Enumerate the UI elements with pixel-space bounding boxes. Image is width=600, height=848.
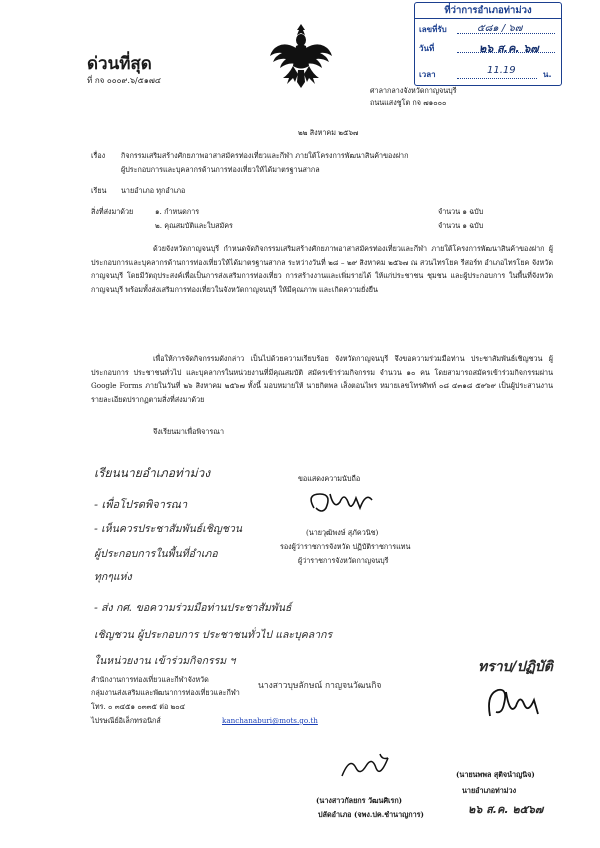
receiving-stamp bbox=[414, 2, 562, 86]
document-date: ๒๒ สิงหาคม ๒๕๖๗ bbox=[298, 128, 359, 137]
stamp-time-label: เวลา bbox=[419, 70, 436, 79]
footer-phone: โทร. ๐ ๓๔๕๑ ๐๓๓๕ ต่อ ๒๐๔ bbox=[91, 702, 186, 711]
governor-signature bbox=[296, 486, 386, 522]
stamp-receipt-value: ๕๘๑ / ๖๗ bbox=[477, 23, 523, 34]
assistant-title: ปลัดอำเภอ (จพง.ปค.ชำนาญการ) bbox=[318, 810, 424, 819]
stamp-date-label: วันที่ bbox=[419, 44, 435, 53]
assistant-name: (นางสาวกัลยกร วัฒนศิเรก) bbox=[316, 796, 403, 805]
stamp-title: ที่ว่าการอำเภอท่าม่วง bbox=[415, 3, 561, 19]
handwritten-note-line: - เพื่อโปรดพิจารณา bbox=[94, 498, 188, 511]
attachments-label: สิ่งที่ส่งมาด้วย bbox=[91, 207, 134, 216]
handwritten-note-line: ในหน่วยงาน เข้าร่วมกิจกรรม ฯ bbox=[94, 655, 236, 667]
footer-office-line1: สำนักงานการท่องเที่ยวและกีฬาจังหวัด bbox=[91, 675, 209, 684]
document-number: ที่ กจ ๐๐๐๙.๖/๕๑๗๔ bbox=[87, 76, 161, 85]
stamp-date-value: ๒๖ ส.ค. ๖๗ bbox=[479, 42, 539, 55]
handwritten-note-line: ทุกๆแห่ง bbox=[94, 571, 132, 583]
signer-name: (นายวุฒิพงษ์ สุภัควนิช) bbox=[306, 528, 379, 537]
signer-title-line2: ผู้ว่าราชการจังหวัดกาญจนบุรี bbox=[298, 556, 389, 565]
subject-line2: ผู้ประกอบการและบุคลากรด้านการท่องเที่ยวให้ได้มาตรฐานสากล bbox=[121, 165, 320, 174]
attachment-qty: จำนวน ๑ ฉบับ bbox=[438, 207, 484, 216]
recipient-text: นายอำเภอ ทุกอำเภอ bbox=[121, 186, 186, 195]
stamp-time-suffix: น. bbox=[543, 70, 552, 79]
office-address-line2: ถนนแสงชูโต กจ ๗๑๐๐๐ bbox=[370, 98, 447, 107]
stamp-receipt-label: เลขที่รับ bbox=[419, 25, 447, 34]
district-chief-date: ๒๖ ส.ค. ๒๕๖๗ bbox=[468, 803, 544, 816]
stamp-time-value: 11.19 bbox=[487, 65, 516, 76]
recipient-label: เรียน bbox=[91, 186, 107, 195]
handwritten-note-line: เชิญชวน ผู้ประกอบการ ประชาชนทั่วไป และบุคลากร bbox=[94, 629, 333, 641]
district-chief-title: นายอำเภอท่าม่วง bbox=[462, 786, 517, 795]
subject-line1: กิจกรรมเสริมสร้างศักยภาพอาสาสมัครท่องเที่ยวและกีฬา ภายใต้โครงการพัฒนาสินค้าของฝาก bbox=[121, 151, 409, 160]
district-chief-name: (นายนพพล สุติจนำญนิจ) bbox=[456, 770, 535, 779]
stamp-line bbox=[457, 78, 537, 79]
attachment-item: ๒. คุณสมบัติและใบสมัคร bbox=[155, 221, 233, 230]
body-paragraph-2: เพื่อให้การจัดกิจกรรมดังกล่าว เป็นไปด้วยความเรียบร้อย จังหวัดกาญจนบุรี จึงขอความร่วมมือท่าน ประชาสัมพันธ์เชิญชวน ผู้ประกอบการ ประชาชนทั่วไป และบุคลากรในหน่วยงานที่มีคุณสมบัติ สมัครเข้าร่วมกิจกรรม จำนวน ๑๐ คน โดยสามารถสมัครเข้าร่วมกิจกรรมผ่าน Google Forms ภายในวันที่ ๒๖ สิงหาคม ๒๕๖๗ ทั้งนี้ มอบหมายให้ นายกิตพล เส็งตอนไพร หมายเลขโทรศัพท์ ๐๘ ๔๓๑๘ ๕๙๖๙ เป็นผู้ประสานงาน รายละเอียดปรากฏตามสิ่งที่ส่งมาด้วย bbox=[91, 354, 553, 404]
handwritten-note-line: - ส่ง กศ. ขอความร่วมมือท่านประชาสัมพันธ์ bbox=[94, 602, 292, 614]
district-chief-signature bbox=[480, 680, 550, 728]
handwritten-note-line: ผู้ประกอบการในพื้นที่อำเภอ bbox=[94, 548, 218, 560]
approval-handwriting: ทราบ/ปฏิบัติ bbox=[478, 659, 553, 675]
closing-line: จึงเรียนมาเพื่อพิจารณา bbox=[153, 427, 224, 436]
garuda-emblem bbox=[262, 20, 340, 92]
handwritten-note-line: - เห็นควรประชาสัมพันธ์เชิญชวน bbox=[94, 523, 243, 535]
body-paragraph-1: ด้วยจังหวัดกาญจนบุรี กำหนดจัดกิจกรรมเสริมสร้างศักยภาพอาสาสมัครท่องเที่ยวและกีฬา ภายใต้โครงการพัฒนาสินค้าของฝาก ผู้ประกอบการและบุคลากรด้านการท่องเที่ยวให้ได้มาตรฐานสากล ระหว่างวันที่ ๒๘ – ๒๙ สิงหาคม ๒๕๖๗ ณ สวนไทรโยค รีสอร์ท อำเภอไทรโยค จังหวัดกาญจนบุรี โดยมีวัตถุประสงค์เพื่อเป็นการส่งเสริมการท่องเที่ยว การสร้างงานและเพิ่มรายได้ ให้แก่ประชาชน ชุมชน และผู้ประกอบการ ในพื้นที่จังหวัดกาญจนบุรี พร้อมทั้งส่งเสริมการท่องเที่ยวในจังหวัดกาญจนบุรี ให้มีคุณภาพ และเกิดความยั่งยืน bbox=[91, 244, 553, 294]
contact-person-overlay: นางสาวบุษลักษณ์ กาญจนวัฒนกิจ bbox=[258, 681, 382, 691]
regards-line: ขอแสดงความนับถือ bbox=[298, 474, 361, 483]
urgency-label: ด่วนที่สุด bbox=[87, 54, 152, 74]
office-address-line1: ศาลากลางจังหวัดกาญจนบุรี bbox=[370, 86, 457, 95]
attachment-item: ๑. กำหนดการ bbox=[155, 207, 200, 216]
signer-title-line1: รองผู้ว่าราชการจังหวัด ปฏิบัติราชการแทน bbox=[280, 542, 411, 551]
footer-email-link[interactable]: kanchanaburi@mots.go.th bbox=[222, 716, 318, 725]
attachment-qty: จำนวน ๑ ฉบับ bbox=[438, 221, 484, 230]
footer-email-label: ไปรษณีย์อิเล็กทรอนิกส์ bbox=[91, 716, 161, 725]
handwritten-note-line: เรียนนายอำเภอท่าม่วง bbox=[94, 466, 211, 480]
footer-office-line2: กลุ่มงานส่งเสริมและพัฒนาการท่องเที่ยวและกีฬา bbox=[91, 688, 240, 697]
assistant-signature bbox=[336, 748, 406, 784]
subject-label: เรื่อง bbox=[91, 151, 106, 160]
